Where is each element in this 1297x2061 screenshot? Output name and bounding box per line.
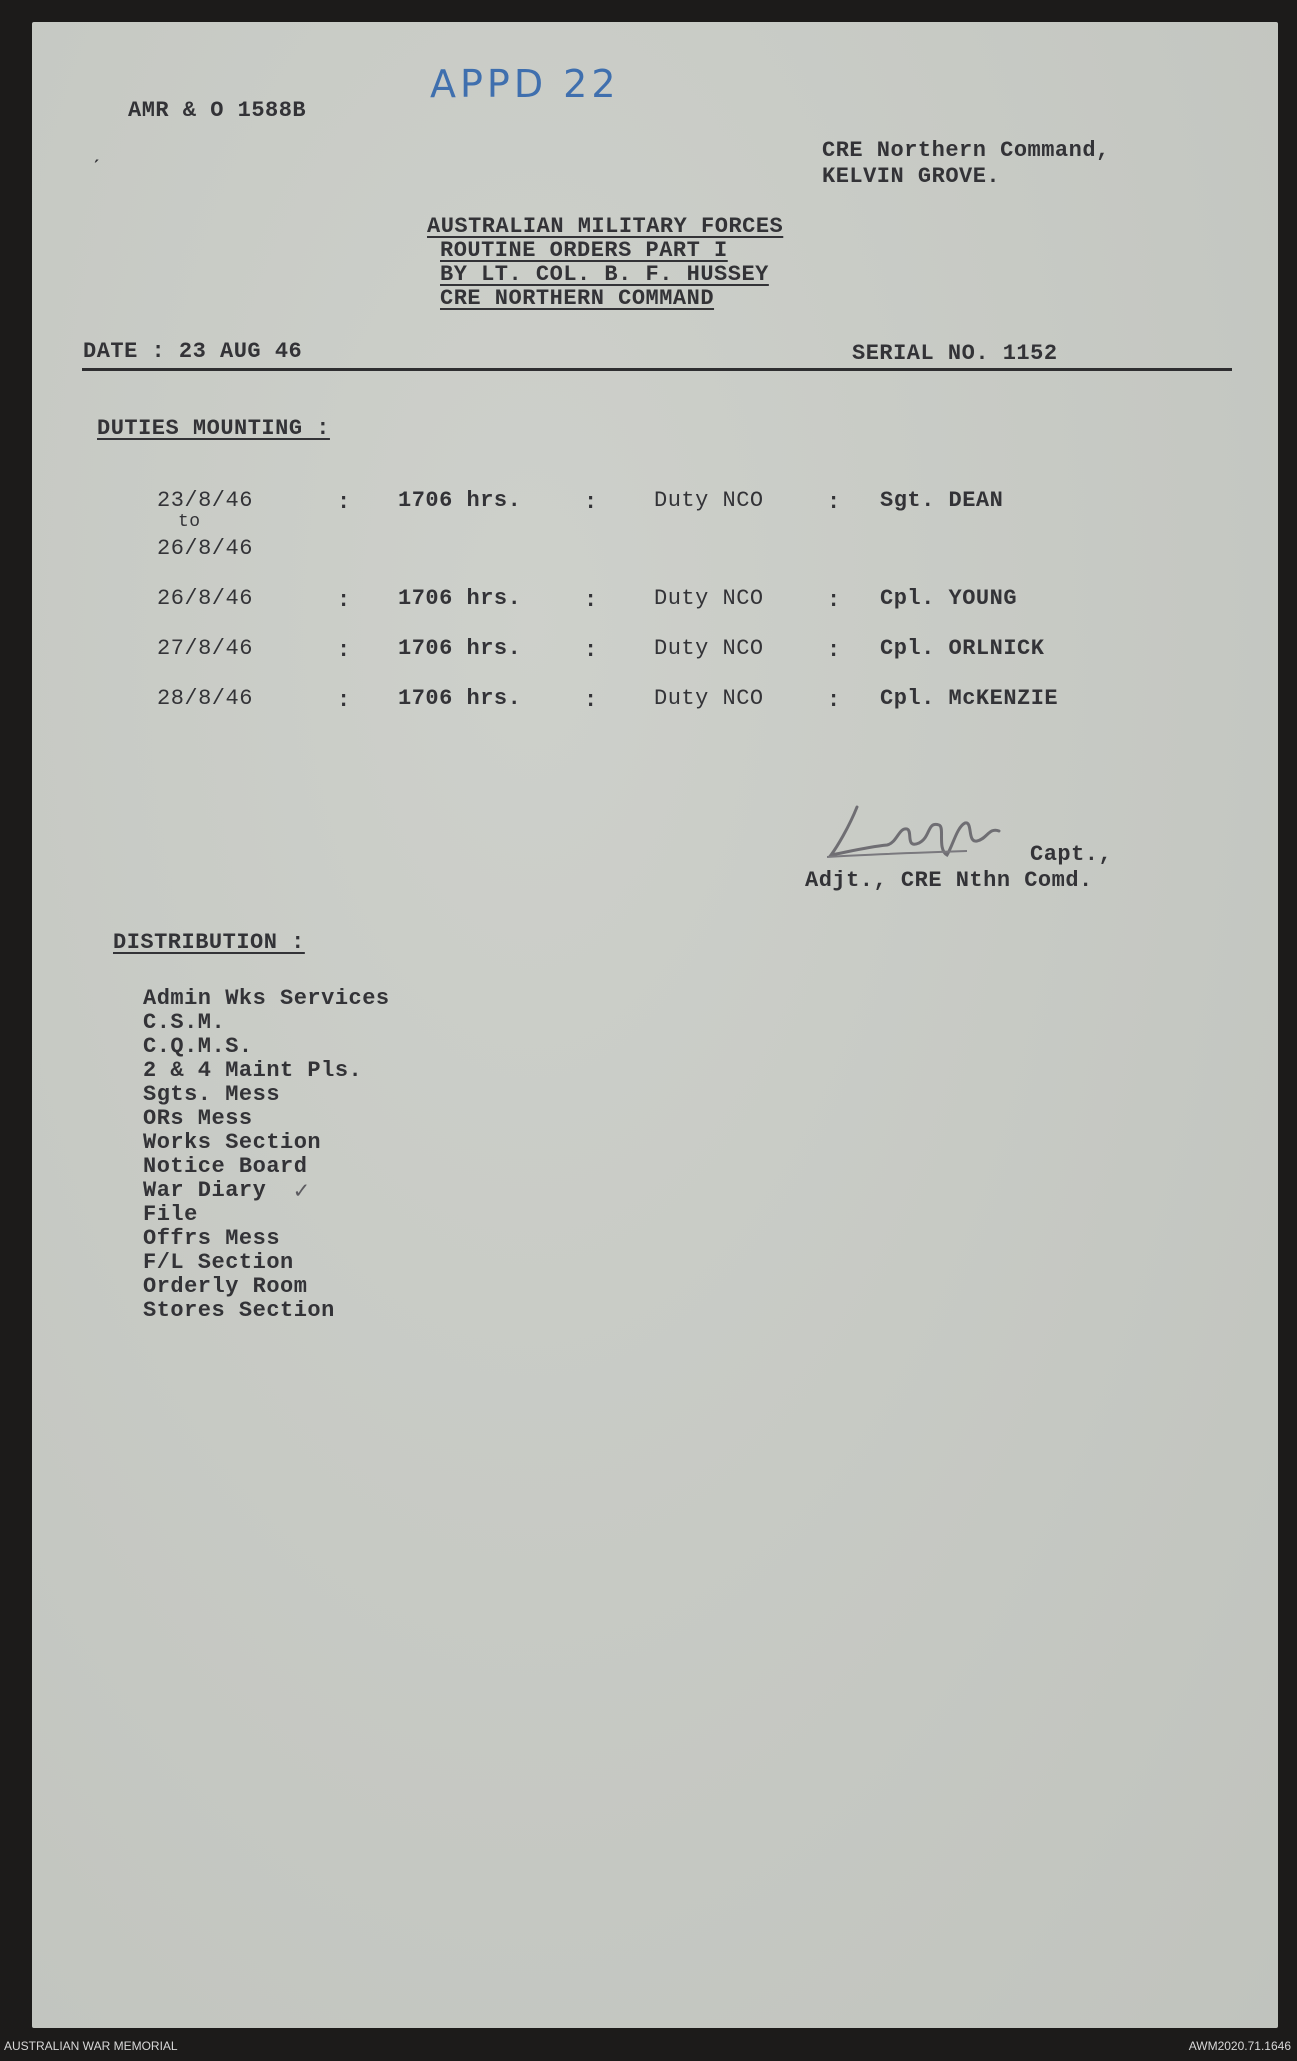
duty-role: Duty NCO	[654, 488, 764, 513]
separator: :	[337, 638, 351, 663]
header-rule	[82, 368, 1232, 371]
duty-person: Cpl. YOUNG	[880, 586, 1018, 611]
duty-person: Cpl. ORLNICK	[880, 636, 1045, 661]
signature-stroke	[831, 807, 999, 855]
issuer-line-2: KELVIN GROVE.	[822, 164, 1001, 189]
list-item: C.Q.M.S.	[143, 1034, 253, 1059]
signature-rank: Capt.,	[1030, 842, 1113, 867]
title-line-4: CRE NORTHERN COMMAND	[440, 286, 715, 311]
duty-role: Duty NCO	[654, 586, 764, 611]
checkmark-icon: ✓	[294, 1179, 309, 1206]
separator: :	[584, 638, 598, 663]
duty-date: 26/8/46	[157, 586, 253, 611]
separator: :	[584, 688, 598, 713]
signature-title: Adjt., CRE Nthn Comd.	[805, 868, 1093, 893]
list-item: Stores Section	[143, 1298, 335, 1323]
duty-time: 1706 hrs.	[398, 488, 522, 513]
footer-institution: AUSTRALIAN WAR MEMORIAL	[4, 2039, 178, 2053]
document-page: APPD 22 AMR & O 1588B ˏ CRE Northern Command, KELVIN GROVE. AUSTRALIAN MILITARY FORCES ROUTINE ORDERS PART I BY LT. COL. B. F. HUSSEY CRE NORTHERN COMMAND DATE : 23 AUG 46 SERIAL NO. 1152 DUTIES MOUNTING : 23/8/46 to 26/8/46 : 1706 hrs. : Duty NCO : Sgt. DEAN 26/8/46 : 1706 hrs. : Duty NCO : Cpl. YOUNG 27/8/46 : 1706 hrs. : Duty NCO : Cpl. ORLNICK 28/8/46 : 1706 hrs. : Duty NCO : Cpl. McKENZIE Capt., Adjt., CRE Nthn Comd. DISTRIBUTION : Admin Wks Services C.S.M. C.Q.M.S. 2 & 4 Maint Pls. Sgts. Mess ORs Mess Works Section Notice Board War Diary File Offrs Mess F/L Section Orderly Room Stores Section ✓	[32, 22, 1278, 2028]
title-line-3: BY LT. COL. B. F. HUSSEY	[440, 262, 769, 287]
duty-time: 1706 hrs.	[398, 686, 522, 711]
list-item: File	[143, 1202, 198, 1227]
separator: :	[827, 638, 841, 663]
duty-person: Sgt. DEAN	[880, 488, 1004, 513]
footer-accession-number: AWM2020.71.1646	[1188, 2039, 1291, 2053]
list-item: ORs Mess	[143, 1106, 253, 1131]
title-line-1: AUSTRALIAN MILITARY FORCES	[427, 214, 784, 239]
duty-person: Cpl. McKENZIE	[880, 686, 1059, 711]
list-item: Admin Wks Services	[143, 986, 390, 1011]
separator: :	[827, 588, 841, 613]
duty-date: 23/8/46	[157, 488, 253, 513]
distribution-heading: DISTRIBUTION :	[113, 930, 305, 955]
list-item: Works Section	[143, 1130, 322, 1155]
duty-date: 28/8/46	[157, 686, 253, 711]
duty-role: Duty NCO	[654, 686, 764, 711]
duty-role: Duty NCO	[654, 636, 764, 661]
reference-number: AMR & O 1588B	[128, 98, 307, 123]
list-item: Offrs Mess	[143, 1226, 281, 1251]
title-line-2: ROUTINE ORDERS PART I	[440, 238, 728, 263]
separator: :	[584, 490, 598, 515]
duty-time: 1706 hrs.	[398, 586, 522, 611]
duty-date-to: to	[178, 512, 201, 532]
duty-date: 27/8/46	[157, 636, 253, 661]
list-item: F/L Section	[143, 1250, 294, 1275]
separator: :	[584, 588, 598, 613]
issuer-line-1: CRE Northern Command,	[822, 138, 1110, 163]
handwritten-appendix-note: APPD 22	[430, 62, 620, 106]
list-item: 2 & 4 Maint Pls.	[143, 1058, 363, 1083]
separator: :	[337, 490, 351, 515]
duties-heading: DUTIES MOUNTING :	[97, 416, 330, 441]
list-item: Notice Board	[143, 1154, 308, 1179]
serial-number: SERIAL NO. 1152	[852, 341, 1058, 366]
separator: :	[337, 588, 351, 613]
separator: :	[337, 688, 351, 713]
date-line: DATE : 23 AUG 46	[83, 339, 303, 364]
list-item: C.S.M.	[143, 1010, 226, 1035]
list-item: Orderly Room	[143, 1274, 308, 1299]
duty-time: 1706 hrs.	[398, 636, 522, 661]
separator: :	[827, 490, 841, 515]
list-item: Sgts. Mess	[143, 1082, 281, 1107]
separator: :	[827, 688, 841, 713]
list-item: War Diary	[143, 1178, 267, 1203]
duty-date-end: 26/8/46	[157, 536, 253, 561]
